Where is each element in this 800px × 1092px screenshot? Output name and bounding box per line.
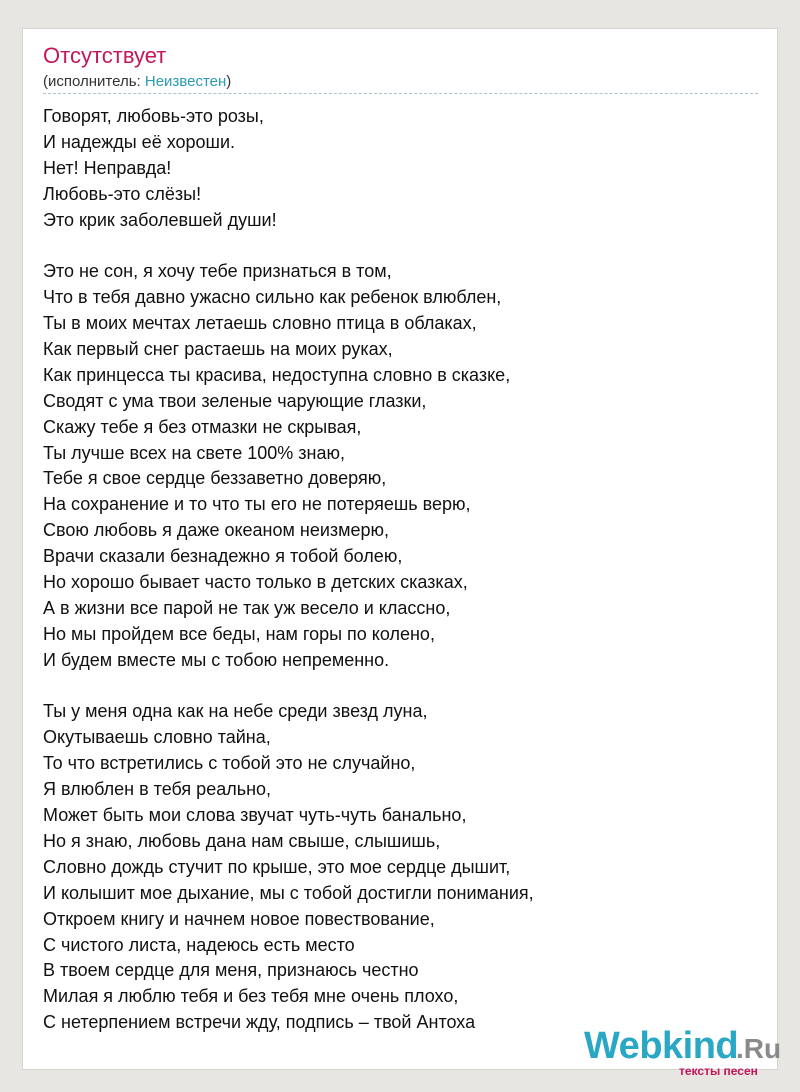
stanza-break — [43, 674, 758, 700]
stanza-break — [43, 233, 758, 259]
lyric-line: И колышит мое дыхание, мы с тобой достигли понимания, — [43, 882, 534, 903]
artist-link[interactable]: Неизвестен — [144, 73, 227, 90]
song-title: Отсутствует — [43, 43, 167, 68]
lyric-line: Что в тебя давно ужасно сильно как ребенок влюблен, — [43, 287, 502, 308]
lyric-line: Но мы пройдем все беды, нам горы по колено, — [43, 623, 435, 644]
lyric-line: И будем вместе мы с тобою непременно. — [43, 649, 390, 670]
lyric-line: Врачи сказали безнадежно я тобой болею, — [43, 546, 403, 567]
title-divider — [43, 93, 758, 94]
lyric-line: А в жизни все парой не так уж весело и классно, — [43, 597, 451, 618]
lyric-line: Это не сон, я хочу тебе признаться в том, — [43, 261, 392, 282]
lyric-line: Я влюблен в тебя реально, — [43, 779, 272, 800]
lyric-line: Сводят с ума твои зеленые чарующие глазки, — [43, 390, 427, 411]
lyric-line: Может быть мои слова звучат чуть-чуть банально, — [43, 805, 467, 826]
lyrics-text — [43, 104, 758, 1036]
lyric-line: Ты в моих мечтах летаешь словно птица в облаках, — [43, 313, 477, 334]
lyric-line: На сохранение и то что ты его не потеряешь верю, — [43, 494, 471, 515]
artist-line — [43, 72, 231, 92]
lyric-line: Нет! Неправда! — [43, 157, 172, 178]
lyric-line: Тебе я свое сердце беззаветно доверяю, — [43, 468, 387, 489]
lyric-line: Ты лучше всех на свете 100% знаю, — [43, 442, 345, 463]
lyric-line: Но я знаю, любовь дана нам свыше, слышишь, — [43, 830, 441, 851]
lyric-line: С нетерпением встречи жду, подпись – твой Антоха — [43, 1012, 476, 1033]
lyric-line: Скажу тебе я без отмазки не скрывая, — [43, 416, 362, 437]
lyric-line: Словно дождь стучит по крыше, это мое сердце дышит, — [43, 856, 511, 877]
lyric-line: Окутываешь словно тайна, — [43, 727, 271, 748]
lyric-line: Любовь-это слёзы! — [43, 183, 202, 204]
lyric-line: Откроем книгу и начнем новое повествование, — [43, 908, 435, 929]
lyric-line: Но хорошо бывает часто только в детских сказках, — [43, 572, 468, 593]
lyric-line: Ты у меня одна как на небе среди звезд луна, — [43, 701, 428, 722]
lyric-line: В твоем сердце для меня, признаюсь честно — [43, 960, 419, 981]
lyric-line: Как принцесса ты красива, недоступна словно в сказке, — [43, 364, 511, 385]
lyric-line: И надежды её хороши. — [43, 131, 236, 152]
lyric-line: Как первый снег растаешь на моих руках, — [43, 339, 393, 360]
watermark-tld: .Ru — [736, 1033, 782, 1064]
lyric-line: Это крик заболевшей души! — [43, 209, 277, 230]
artist-prefix: (исполнитель: — [43, 73, 145, 90]
watermark-subtitle: тексты песен — [679, 1064, 758, 1078]
lyric-line: То что встретились с тобой это не случайно, — [43, 753, 416, 774]
lyric-line: Милая я люблю тебя и без тебя мне очень плохо, — [43, 986, 459, 1007]
artist-suffix: ) — [226, 73, 232, 90]
site-watermark — [584, 1024, 780, 1086]
lyric-line: С чистого листа, надеюсь есть место — [43, 934, 355, 955]
watermark-brand: Webkind — [584, 1025, 739, 1067]
lyric-line: Говорят, любовь-это розы, — [43, 106, 264, 126]
lyric-line: Свою любовь я даже океаном неизмерю, — [43, 520, 390, 541]
